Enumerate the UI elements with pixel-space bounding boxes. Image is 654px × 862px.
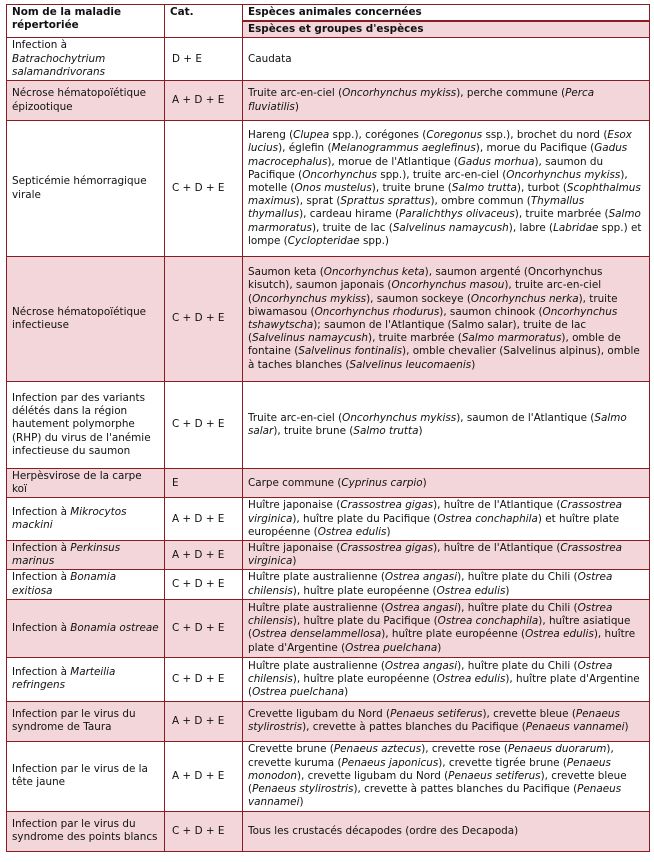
category-cell: A + D + E (165, 741, 243, 811)
category-cell: A + D + E (165, 701, 243, 741)
table-row (7, 599, 650, 657)
species-cell: Huître plate australienne (Ostrea angasi), huître plate du Chili (Ostrea chilensis), huître plate européenne (Ostrea edulis), huître plate d'Argentine (Ostrea puelchana) (243, 657, 650, 701)
species-latin-name: Crassostrea virginica (248, 542, 622, 568)
species-latin-name: Perkinsus marinus (12, 542, 121, 568)
disease-name-cell: Nécrose hématopoïétique épizootique (7, 81, 165, 121)
species-latin-name: Cyclopteridae (287, 234, 360, 247)
disease-name-cell: Infection à Marteilia refringens (7, 657, 165, 701)
species-latin-name: Salvelinus fontinalis (298, 345, 403, 358)
disease-name-cell: Infection à Bonamia exitiosa (7, 570, 165, 599)
table-header-row (7, 5, 650, 38)
species-latin-name: Salvelinus namaycush (392, 221, 509, 234)
species-latin-name: Oncorhynchus masou (391, 279, 505, 292)
species-cell: Crevette ligubam du Nord (Penaeus setiferus), crevette bleue (Penaeus stylirostris), crevette à pattes blanches du Pacifique (Penaeus vannamei) (243, 701, 650, 741)
species-latin-name: Ostrea angasi (384, 659, 458, 672)
category-cell: A + D + E (165, 498, 243, 541)
category-cell: C + D + E (165, 121, 243, 257)
species-latin-name: Salmo salar (248, 411, 627, 438)
species-latin-name: Salmo marmoratus (461, 332, 562, 345)
category-cell: A + D + E (165, 81, 243, 121)
species-latin-name: Onos mustelus (294, 181, 372, 194)
species-latin-name: Oncorhynchus tshawytscha (248, 305, 618, 332)
category-cell: C + D + E (165, 811, 243, 851)
species-latin-name: Oncorhynchus mykiss (342, 87, 457, 100)
disease-name-cell: Infection à Batrachochytrium salamandrivorans (7, 38, 165, 81)
species-cell: Carpe commune (Cyprinus carpio) (243, 469, 650, 498)
table-row (7, 81, 650, 121)
species-latin-name: Crassostrea gigas (340, 542, 434, 555)
table-row (7, 121, 650, 257)
species-latin-name: Cyprinus carpio (341, 476, 423, 489)
table-row (7, 498, 650, 541)
species-latin-name: Ostrea chilensis (248, 601, 613, 628)
species-latin-name: Gadus macrocephalus (248, 142, 628, 168)
species-latin-name: Crassostrea gigas (340, 499, 434, 512)
species-latin-name: Ostrea conchaphila (437, 615, 539, 628)
species-latin-name: Clupea (293, 129, 330, 142)
disease-name-cell: Herpèsvirose de la carpe koï (7, 469, 165, 498)
species-latin-name: Mikrocytos mackini (12, 506, 127, 532)
disease-name-cell: Infection par le virus du syndrome des points blancs (7, 811, 165, 851)
category-cell: D + E (165, 38, 243, 81)
species-latin-name: Gadus morhua (457, 155, 535, 168)
table-row (7, 257, 650, 382)
disease-name-cell: Infection à Perkinsus marinus (7, 541, 165, 570)
species-latin-name: Ostrea edulis (436, 672, 506, 685)
species-cell: Huître japonaise (Crassostrea gigas), huître de l'Atlantique (Crassostrea virginica), huître plate du Pacifique (Ostrea conchaphila) et huître plate européenne (Ostrea edulis) (243, 498, 650, 541)
species-latin-name: Penaeus setiferus (390, 708, 483, 721)
species-cell: Huître plate australienne (Ostrea angasi), huître plate du Chili (Ostrea chilensis), huître plate européenne (Ostrea edulis) (243, 570, 650, 599)
species-cell: Huître plate australienne (Ostrea angasi), huître plate du Chili (Ostrea chilensis), huître plate du Pacifique (Ostrea conchaphila), huître asiatique (Ostrea denselammellosa), huître plate européenne (Ostrea edulis), huître plate d'Argentine (Ostrea puelchana) (243, 599, 650, 657)
table-row (7, 701, 650, 741)
table-row (7, 469, 650, 498)
species-latin-name: Salvelinus leucomaenis (349, 358, 472, 371)
category-cell: A + D + E (165, 541, 243, 570)
species-latin-name: Thymallus thymallus (248, 195, 585, 221)
species-latin-name: Paralichthys olivaceus (399, 208, 515, 221)
species-cell: Huître japonaise (Crassostrea gigas), huître de l'Atlantique (Crassostrea virginica) (243, 541, 650, 570)
species-latin-name: Melanogrammus aeglefinus (331, 142, 476, 155)
species-latin-name: Labridae (553, 221, 599, 234)
species-latin-name: Oncorhynchus mykiss (342, 411, 457, 424)
species-latin-name: Penaeus stylirostris (252, 782, 354, 795)
species-header-bottom: Espèces et groupes d'espèces (243, 22, 649, 37)
species-latin-name: Perca fluviatilis (248, 87, 595, 113)
disease-name-cell: Nécrose hématopoïétique infectieuse (7, 257, 165, 382)
table-row (7, 657, 650, 701)
species-latin-name: Penaeus setiferus (448, 769, 541, 782)
table-row (7, 811, 650, 851)
table-row (7, 382, 650, 469)
species-latin-name: Penaeus duorarum (507, 743, 607, 756)
table-row (7, 570, 650, 599)
species-latin-name: Salmo trutta (451, 181, 517, 194)
species-latin-name: Batrachochytrium salamandrivorans (12, 52, 106, 78)
species-cell: Truite arc-en-ciel (Oncorhynchus mykiss), saumon de l'Atlantique (Salmo salar), truite brune (Salmo trutta) (243, 382, 650, 469)
species-latin-name: Penaeus aztecus (333, 743, 422, 756)
species-latin-name: Ostrea angasi (384, 571, 458, 584)
species-latin-name: Penaeus monodon (248, 756, 611, 782)
species-cell: Tous les crustacés décapodes (ordre des Decapoda) (243, 811, 650, 851)
disease-name-cell: Infection par le virus de la tête jaune (7, 741, 165, 811)
species-latin-name: Ostrea edulis (525, 628, 594, 641)
species-latin-name: Penaeus vannamei (525, 721, 625, 734)
disease-table-sheet (6, 4, 648, 852)
species-latin-name: Ostrea denselammellosa (252, 628, 382, 641)
species-latin-name: Ostrea conchaphila (437, 512, 538, 525)
species-header-top: Espèces animales concernées (243, 5, 649, 22)
category-column-header: Cat. (165, 5, 243, 38)
species-latin-name: Ostrea chilensis (248, 659, 613, 685)
species-latin-name: Penaeus japonicus (341, 756, 439, 769)
disease-name-cell: Infection à Bonamia ostreae (7, 599, 165, 657)
species-latin-name: Scophthalmus maximus (248, 181, 641, 208)
species-latin-name: Ostrea edulis (436, 584, 506, 597)
species-latin-name: Bonamia exitiosa (12, 571, 117, 597)
species-latin-name: Ostrea puelchana (345, 641, 438, 654)
species-latin-name: Ostrea puelchana (252, 685, 345, 698)
species-latin-name: Oncorhynchus keta (323, 266, 425, 279)
species-latin-name: Salmo trutta (353, 425, 419, 438)
category-cell: C + D + E (165, 382, 243, 469)
disease-name-cell: Infection par le virus du syndrome de Taura (7, 701, 165, 741)
category-cell: E (165, 469, 243, 498)
species-latin-name: Oncorhynchus nerka (470, 292, 579, 305)
species-latin-name: Salmo marmoratus (248, 208, 641, 234)
species-latin-name: Oncorhynchus mykiss (252, 292, 367, 305)
species-latin-name: Oncorhynchus (302, 168, 377, 181)
species-latin-name: Ostrea edulis (317, 525, 387, 538)
species-latin-name: Crassostrea virginica (248, 499, 622, 525)
species-latin-name: Sprattus sprattus (340, 195, 431, 208)
category-cell: C + D + E (165, 599, 243, 657)
species-cell: Saumon keta (Oncorhynchus keta), saumon argenté (Oncorhynchus kisutch), saumon japonais (Oncorhynchus masou), truite arc-en-ciel (Oncorhynchus mykiss), saumon sockeye (Oncorhynchus nerka), truite biwamasou (Oncorhynchus rhodurus), saumon chinook (Oncorhynchus tshawytscha); saumon de l'Atlantique (Salmo salar), truite de lac (Salvelinus namaycush), truite marbrée (Salmo marmoratus), omble de fontaine (Salvelinus fontinalis), omble chevalier (Salvelinus alpinus), omble à taches blanches (Salvelinus leucomaenis) (243, 257, 650, 382)
species-column-header (243, 5, 650, 38)
category-cell: C + D + E (165, 570, 243, 599)
table-row (7, 38, 650, 81)
species-latin-name: Marteilia refringens (12, 666, 116, 692)
species-latin-name: Penaeus stylirostris (248, 708, 620, 734)
disease-table (6, 4, 650, 852)
disease-name-cell: Infection par des variants délétés dans la région hautement polymorphe (RHP) du virus de l'anémie infectieuse du saumon (7, 382, 165, 469)
category-cell: C + D + E (165, 657, 243, 701)
species-latin-name: Oncorhynchus rhodurus (314, 305, 440, 318)
species-latin-name: Coregonus (426, 129, 483, 142)
table-row (7, 541, 650, 570)
disease-name-cell: Infection à Mikrocytos mackini (7, 498, 165, 541)
disease-column-header: Nom de la maladie répertoriée (7, 5, 165, 38)
category-cell: C + D + E (165, 257, 243, 382)
species-cell: Hareng (Clupea spp.), corégones (Coregonus ssp.), brochet du nord (Esox lucius), églefin (Melanogrammus aeglefinus), morue du Pacifique (Gadus macrocephalus), morue de l'Atlantique (Gadus morhua), saumon du Pacifique (Oncorhynchus spp.), truite arc-en-ciel (Oncorhynchus mykiss), motelle (Onos mustelus), truite brune (Salmo trutta), turbot (Scophthalmus maximus), sprat (Sprattus sprattus), ombre commun (Thymallus thymallus), cardeau hirame (Paralichthys olivaceus), truite marbrée (Salmo marmoratus), truite de lac (Salvelinus namaycush), labre (Labridae spp.) et lompe (Cyclopteridae spp.) (243, 121, 650, 257)
species-latin-name: Penaeus vannamei (248, 782, 622, 809)
species-cell: Crevette brune (Penaeus aztecus), crevette rose (Penaeus duorarum), crevette kuruma (Penaeus japonicus), crevette tigrée brune (Penaeus monodon), crevette ligubam du Nord (Penaeus setiferus), crevette bleue (Penaeus stylirostris), crevette à pattes blanches du Pacifique (Penaeus vannamei) (243, 741, 650, 811)
species-cell: Truite arc-en-ciel (Oncorhynchus mykiss), perche commune (Perca fluviatilis) (243, 81, 650, 121)
species-latin-name: Salvelinus namaycush (252, 332, 369, 345)
species-latin-name: Esox lucius (248, 129, 632, 155)
species-latin-name: Oncorhynchus mykiss (506, 168, 621, 181)
table-row (7, 741, 650, 811)
species-latin-name: Bonamia ostreae (70, 621, 159, 634)
species-cell: Caudata (243, 38, 650, 81)
species-latin-name: Ostrea chilensis (248, 571, 613, 597)
species-latin-name: Ostrea angasi (384, 601, 458, 614)
disease-name-cell: Septicémie hémorragique virale (7, 121, 165, 257)
